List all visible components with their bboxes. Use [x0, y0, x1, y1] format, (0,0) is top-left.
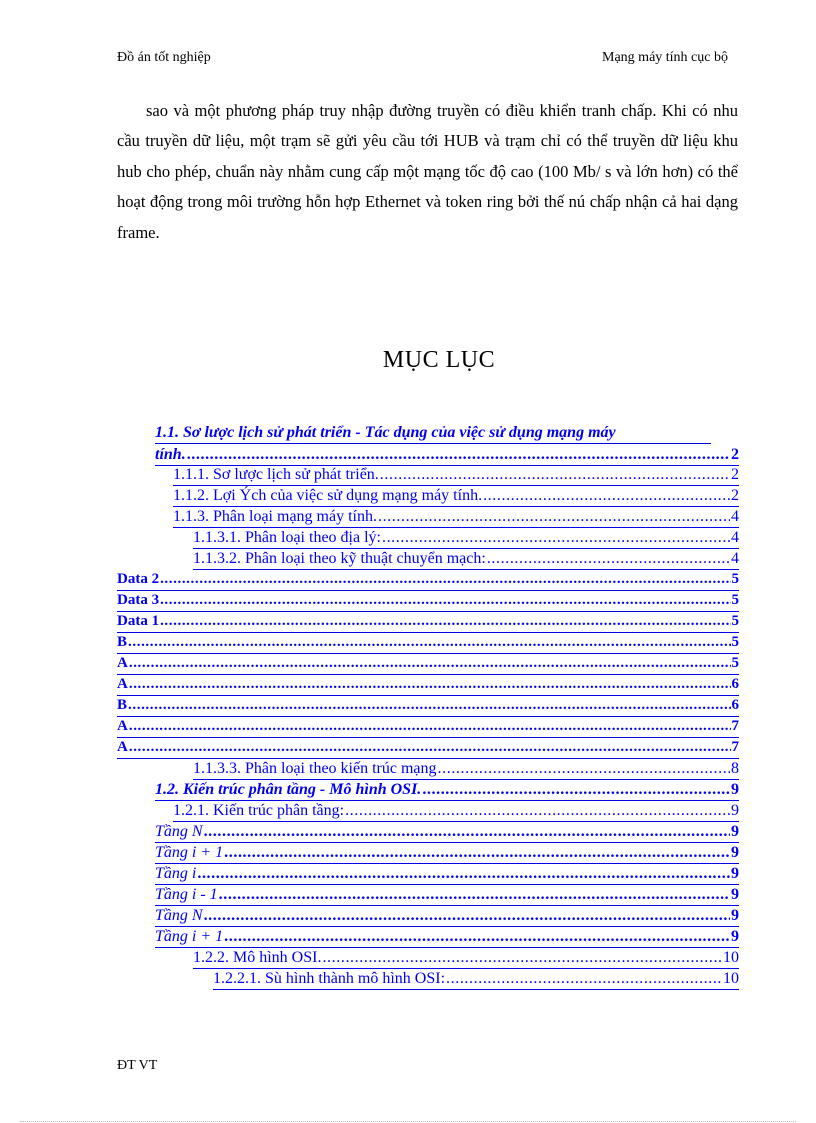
toc-entry-page: 4	[731, 529, 739, 546]
toc-entry-label: Data 2	[117, 571, 160, 587]
toc-entry-label: tính.	[155, 446, 186, 463]
header-left: Đồ án tốt nghiệp	[117, 50, 211, 65]
leader-dots	[224, 926, 730, 947]
leader-dots	[204, 821, 730, 842]
toc-entry-page: 8	[731, 760, 739, 777]
toc-entry-data-1[interactable]	[117, 611, 739, 632]
toc-entry-page: 4	[731, 550, 739, 567]
toc-entry-1-1[interactable]	[155, 422, 739, 464]
toc-entry-label-line1: 1.1. Sơ lược lịch sử phát triển - Tác dụng của việc sử dụng mạng máy	[155, 422, 711, 444]
toc-entry-data-3[interactable]	[117, 590, 739, 611]
toc-entry-b[interactable]	[117, 632, 739, 653]
toc-entry-1-2-1[interactable]	[173, 800, 739, 821]
toc-entry-page: 7	[731, 739, 739, 755]
leader-dots	[438, 758, 730, 779]
toc-entry-page: 5	[731, 571, 739, 587]
toc-entry-label: 1.1.3. Phân loại mạng máy tính.	[173, 508, 377, 525]
toc-entry-a[interactable]	[117, 653, 739, 674]
toc-entry-label: 1.1.1. Sơ lược lịch sử phát triển.	[173, 466, 379, 483]
toc-entry-1-1-1[interactable]	[173, 464, 739, 485]
toc-entry-label: 1.1.3.2. Phân loại theo kỹ thuật chuyển mạch:	[193, 550, 486, 567]
page-boundary-rule	[20, 1121, 796, 1122]
page-footer: ĐT VT	[117, 1058, 158, 1073]
toc-entry-page: 9	[731, 802, 739, 819]
toc-entry-page: 4	[731, 508, 739, 525]
toc-entry-page: 5	[731, 613, 739, 629]
toc-entry-1-2-2-1[interactable]	[213, 968, 739, 989]
toc-entry-1-1-2[interactable]	[173, 485, 739, 506]
leader-dots	[128, 695, 730, 716]
toc-entry-tang-i[interactable]	[155, 863, 739, 884]
toc-entry-page: 5	[731, 655, 739, 671]
leader-dots	[129, 653, 731, 674]
toc-entry-b[interactable]	[117, 695, 739, 716]
leader-dots	[380, 464, 730, 485]
leader-dots	[160, 569, 730, 590]
leader-dots	[219, 884, 730, 905]
toc-entry-tang-n[interactable]	[155, 821, 739, 842]
toc-entry-tang-i-minus-1[interactable]	[155, 884, 739, 905]
toc-entry-page: 6	[731, 697, 739, 713]
toc-entry-page: 10	[723, 949, 739, 966]
body-paragraph: sao và một phương pháp truy nhập đường truyền có điều khiển tranh chấp. Khi có nhu cầu truyền dữ liệu, một trạm sẽ gửi yêu cầu tới HUB và trạm chỉ có thể truyền dữ liệu khu hub cho phép, chuẩn này nhằm cung cấp một mạng tốc độ cao (100 Mb/ s và lớn hơn) có thể hoạt động trong môi trường hỗn hợp Ethernet và token ring bởi thế nú chấp nhận cả hai dạng frame.	[117, 101, 738, 242]
toc-entry-1-1-3[interactable]	[173, 506, 739, 527]
toc-entry-label: A	[117, 676, 128, 692]
toc-entry-page: 9	[731, 823, 739, 840]
leader-dots	[322, 947, 722, 968]
toc-entry-label: Tầng i - 1	[155, 886, 218, 903]
toc-entry-label: 1.2. Kiến trúc phân tầng - Mô hình OSI.	[155, 781, 422, 798]
toc-entry-page: 9	[731, 928, 739, 945]
leader-dots	[483, 485, 730, 506]
toc-entry-1-1-3-3[interactable]	[193, 758, 739, 779]
leader-dots	[204, 905, 730, 926]
leader-dots	[446, 968, 722, 989]
toc-entry-page: 2	[731, 446, 739, 463]
leader-dots	[128, 632, 730, 653]
toc-entry-label: Tầng i + 1	[155, 928, 224, 945]
toc-entry-a[interactable]	[117, 737, 739, 758]
leader-dots	[160, 611, 730, 632]
leader-dots	[422, 779, 730, 800]
toc-entry-label: Tầng N	[155, 823, 203, 840]
toc-entry-label: Tầng N	[155, 907, 203, 924]
toc-entry-data-2[interactable]	[117, 569, 739, 590]
toc-entry-label: Tầng i	[155, 865, 197, 882]
leader-dots	[487, 548, 730, 569]
toc-entry-page: 9	[731, 865, 739, 882]
toc-entry-tang-i-plus-1[interactable]	[155, 926, 739, 947]
toc-entry-label: 1.2.2.1. Sù hình thành mô hình OSI:	[213, 970, 446, 987]
toc-entry-a[interactable]	[117, 716, 739, 737]
leader-dots	[187, 444, 730, 465]
toc-entry-label: 1.1.2. Lợi Ých của việc sử dụng mạng máy tính.	[173, 487, 483, 504]
toc-entry-page: 9	[731, 907, 739, 924]
leader-dots	[345, 800, 730, 821]
leader-dots	[129, 716, 731, 737]
leader-dots	[378, 506, 730, 527]
toc-entry-page: 2	[731, 487, 739, 504]
toc-entry-1-1-3-1[interactable]	[193, 527, 739, 548]
leader-dots	[129, 674, 731, 695]
toc-entry-label: B	[117, 697, 128, 713]
toc-entry-label: A	[117, 655, 128, 671]
toc-entry-page: 9	[731, 781, 739, 798]
leader-dots	[382, 527, 730, 548]
toc-entry-tang-i-plus-1[interactable]	[155, 842, 739, 863]
toc-entry-label: 1.1.3.1. Phân loại theo địa lý:	[193, 529, 381, 546]
toc-entry-page: 7	[731, 718, 739, 734]
toc-entry-label: 1.1.3.3. Phân loại theo kiến trúc mạng	[193, 760, 437, 777]
toc-entry-page: 6	[731, 676, 739, 692]
toc-entry-label: A	[117, 739, 128, 755]
toc-entry-label: Data 1	[117, 613, 160, 629]
toc-entry-label: A	[117, 718, 128, 734]
header-right: Mạng máy tính cục bộ	[602, 50, 728, 65]
toc-entry-label: 1.2.1. Kiến trúc phân tầng:	[173, 802, 345, 819]
toc-entry-label: Data 3	[117, 592, 160, 608]
toc-entry-page: 9	[731, 844, 739, 861]
toc-entry-page: 9	[731, 886, 739, 903]
toc-title: MỤC LỤC	[382, 347, 496, 373]
toc-entry-page: 10	[723, 970, 739, 987]
leader-dots	[197, 863, 730, 884]
toc-entry-tang-n[interactable]	[155, 905, 739, 926]
toc-entry-page: 2	[731, 466, 739, 483]
leader-dots	[160, 590, 730, 611]
toc-entry-label: 1.2.2. Mô hình OSI.	[193, 949, 322, 966]
toc-entry-a[interactable]	[117, 674, 739, 695]
toc-entry-page: 5	[731, 592, 739, 608]
leader-dots	[129, 737, 731, 758]
toc-entry-page: 5	[731, 634, 739, 650]
toc-entry-1-2[interactable]	[155, 779, 739, 800]
leader-dots	[224, 842, 730, 863]
toc-entry-1-1-3-2[interactable]	[193, 548, 739, 569]
toc-entry-1-2-2[interactable]	[193, 947, 739, 968]
page-header	[117, 50, 728, 70]
toc-entry-label: Tầng i + 1	[155, 844, 224, 861]
toc-entry-label: B	[117, 634, 128, 650]
